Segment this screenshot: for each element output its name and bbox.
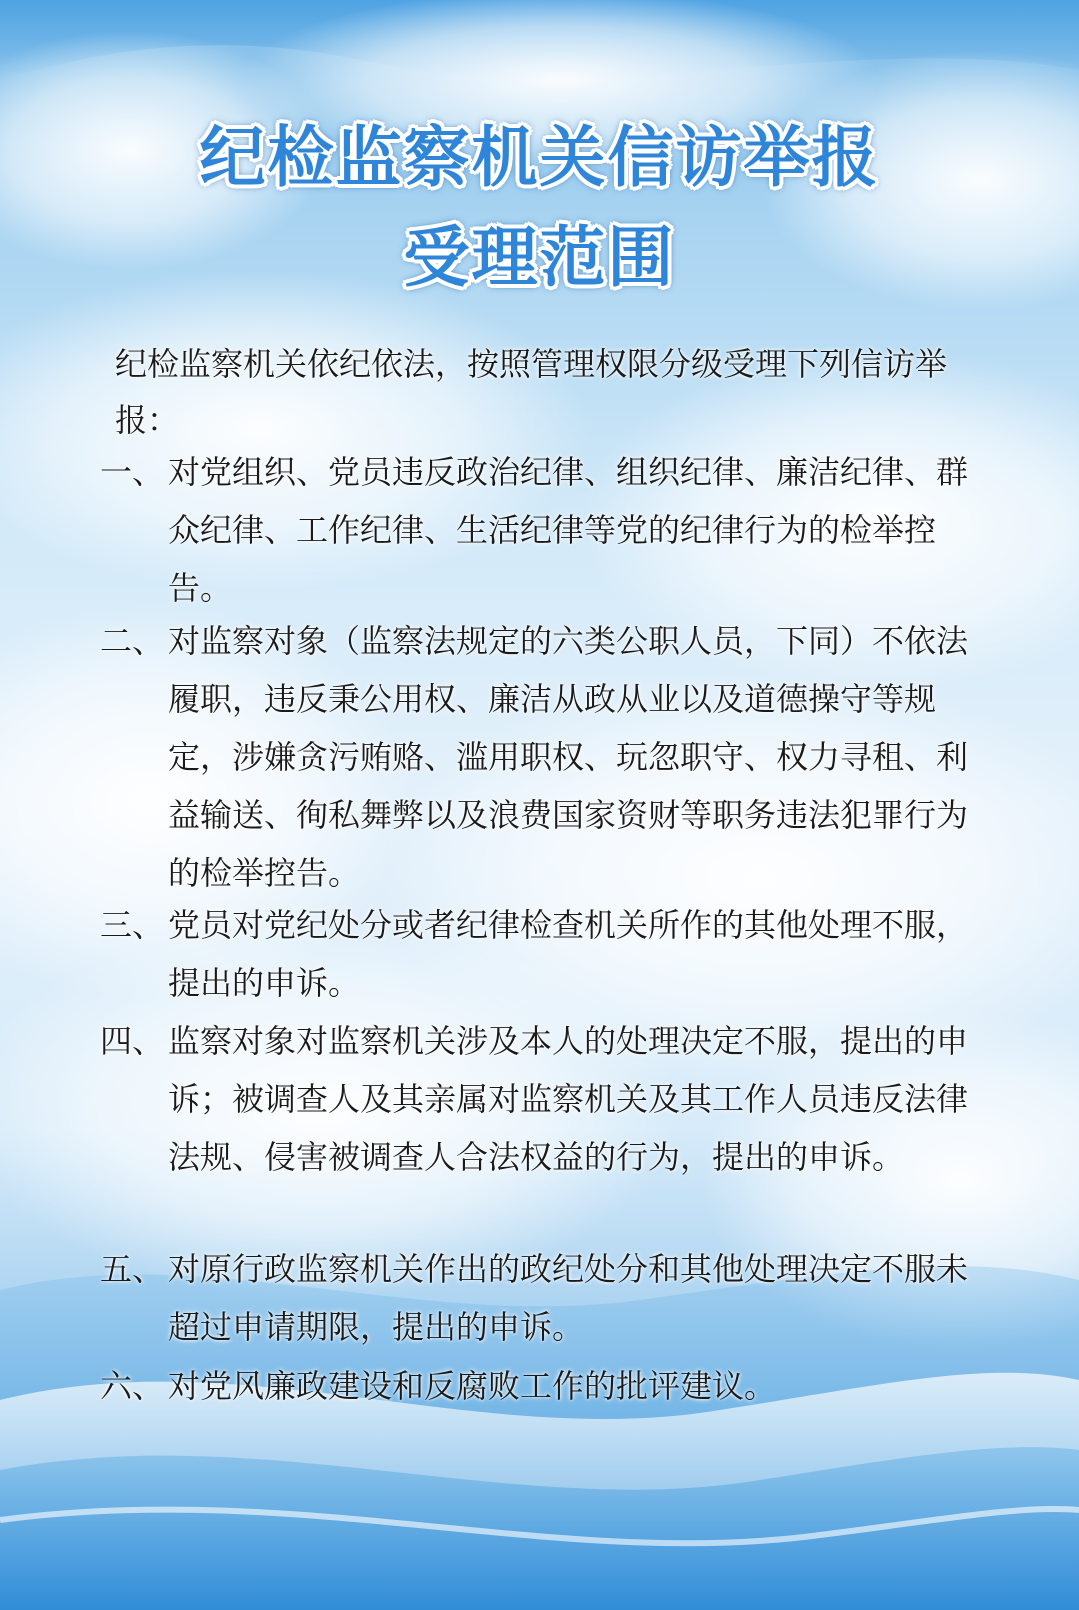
poster-title-line2: 受理范围 (403, 219, 676, 296)
list-item-text: 对原行政监察机关作出的政纪处分和其他处理决定不服未超过申请期限，提出的申诉。 (168, 1250, 969, 1346)
list-item (100, 612, 995, 902)
list-item-text: 对党组织、党员违反政治纪律、组织纪律、廉洁纪律、群众纪律、工作纪律、生活纪律等党的纪律行为的检举控告。 (168, 453, 969, 607)
list-item-number: 三、 (100, 906, 165, 944)
list-item (100, 1012, 995, 1186)
list-item (100, 443, 995, 617)
list-item-text: 对党风廉政建设和反腐败工作的批评建议。 (168, 1367, 777, 1405)
list-item-text: 监察对象对监察机关涉及本人的处理决定不服，提出的申诉；被调查人及其亲属对监察机关及其工作人员违反法律法规、侵害被调查人合法权益的行为，提出的申诉。 (168, 1022, 969, 1176)
list-item (100, 896, 995, 1012)
list-item-text: 对监察对象（监察法规定的六类公职人员，下同）不依法履职，违反秉公用权、廉洁从政从业以及道德操守等规定，涉嫌贪污贿赂、滥用职权、玩忽职守、权力寻租、利益输送、徇私舞弊以及浪费国家资财等职务违法犯罪行为的检举控告。 (168, 622, 969, 892)
poster-title-line1: 纪检监察机关信访举报 (199, 119, 880, 196)
intro-paragraph: 纪检监察机关依纪依法，按照管理权限分级受理下列信访举报： (115, 345, 948, 439)
list-item-number: 六、 (100, 1367, 165, 1405)
list-item-number: 一、 (100, 453, 165, 491)
list-item-number: 五、 (100, 1250, 165, 1288)
list-item-number: 四、 (100, 1022, 165, 1060)
list-item-text: 党员对党纪处分或者纪律检查机关所作的其他处理不服，提出的申诉。 (168, 906, 969, 1002)
list-item (100, 1240, 995, 1356)
list-item (100, 1357, 995, 1415)
list-item-number: 二、 (100, 622, 165, 660)
